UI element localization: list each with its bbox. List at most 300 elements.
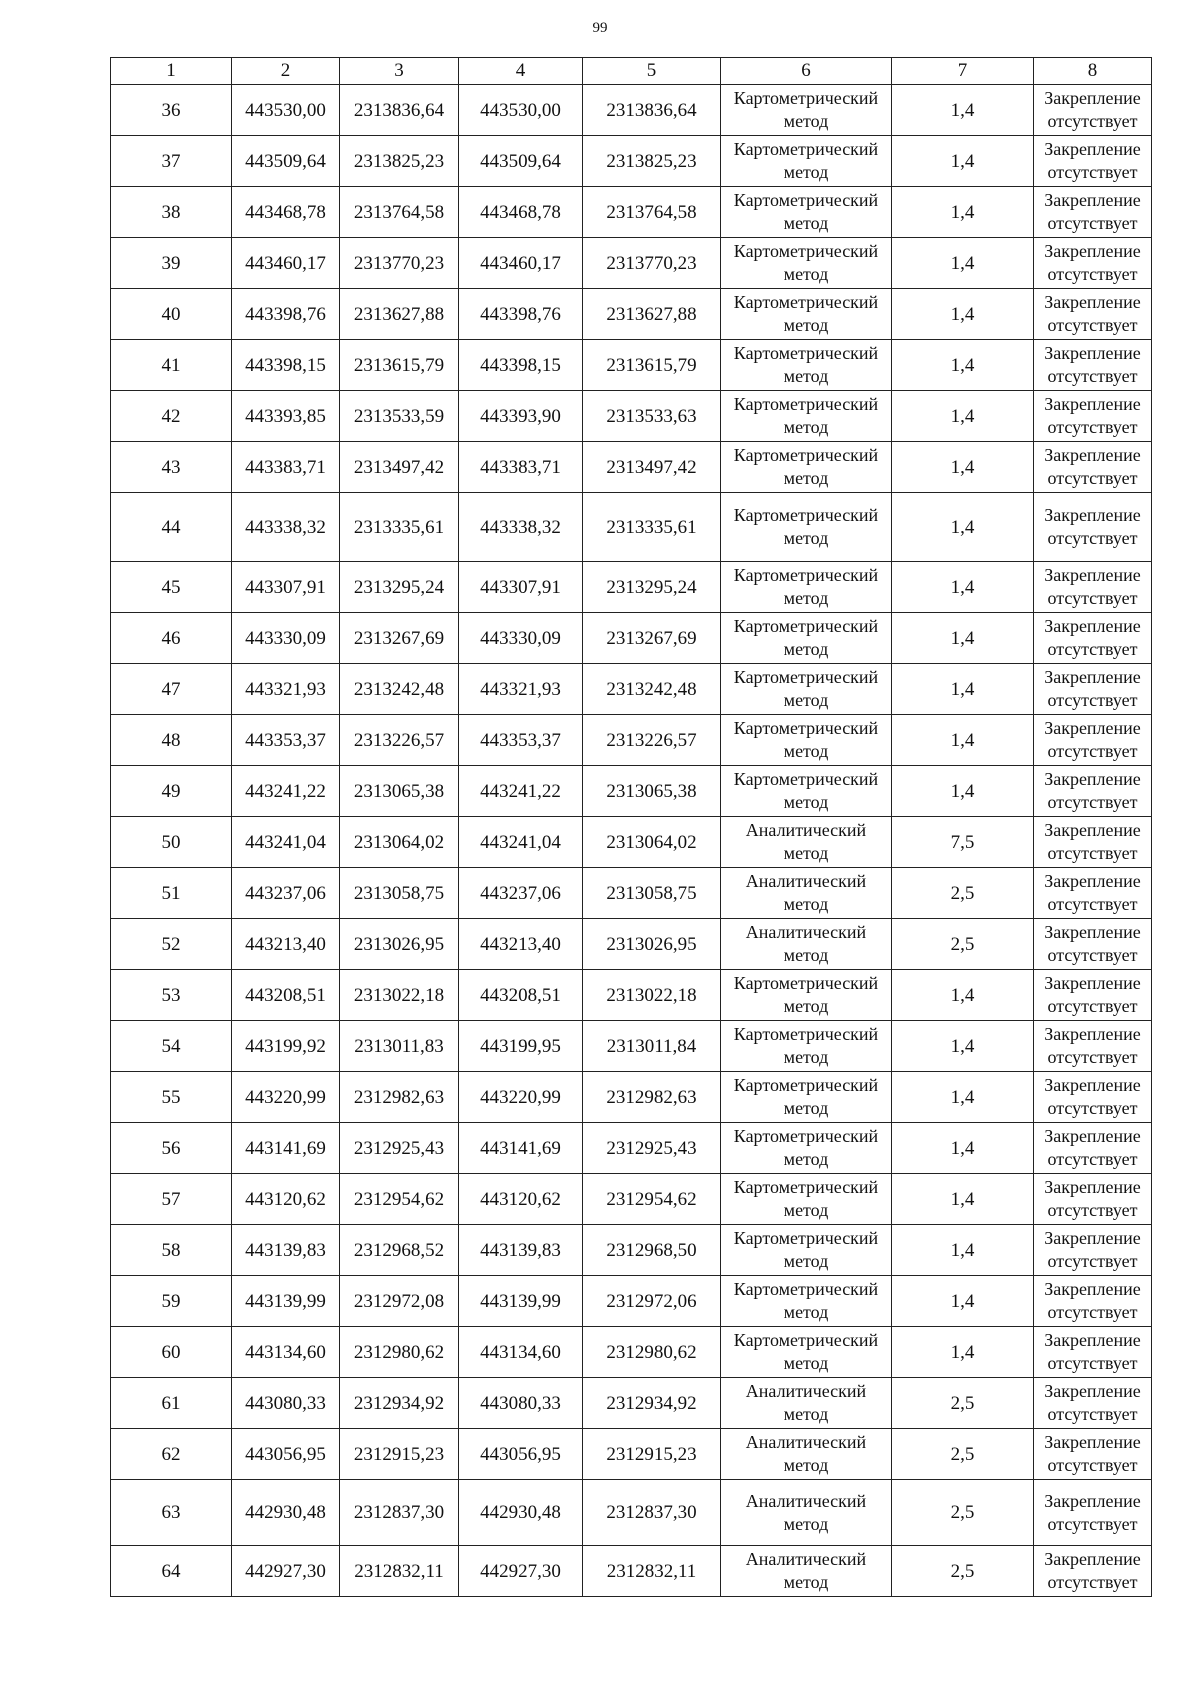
fixing-text: Закрепление (1044, 190, 1141, 210)
point-number-cell: 39 (111, 238, 232, 289)
fixing-text: Закрепление (1044, 1330, 1141, 1350)
y-new-cell: 2313065,38 (583, 766, 721, 817)
method-text: Картометрический (733, 1024, 879, 1044)
x-new-cell: 443120,62 (459, 1174, 583, 1225)
fixing-text: отсутствует (1047, 1455, 1138, 1475)
fixing-cell (1034, 340, 1152, 391)
method-text: метод (783, 264, 829, 284)
method-cell (721, 1276, 892, 1327)
fixing-cell (1034, 442, 1152, 493)
x-old-cell: 443120,62 (232, 1174, 340, 1225)
table-row (111, 238, 1152, 289)
y-new-cell: 2312925,43 (583, 1123, 721, 1174)
accuracy-cell: 2,5 (892, 868, 1034, 919)
y-old-cell: 2312837,30 (340, 1480, 459, 1546)
y-old-cell: 2313497,42 (340, 442, 459, 493)
y-new-cell: 2313764,58 (583, 187, 721, 238)
method-text: метод (783, 1455, 829, 1475)
method-text: метод (783, 741, 829, 761)
point-number-cell: 61 (111, 1378, 232, 1429)
y-old-cell: 2313065,38 (340, 766, 459, 817)
fixing-text: отсутствует (1047, 366, 1138, 386)
y-new-cell: 2313497,42 (583, 442, 721, 493)
point-number-cell: 40 (111, 289, 232, 340)
y-old-cell: 2312925,43 (340, 1123, 459, 1174)
x-old-cell: 443141,69 (232, 1123, 340, 1174)
table-row (111, 391, 1152, 442)
method-text: метод (783, 1353, 829, 1373)
point-number-cell: 46 (111, 613, 232, 664)
fixing-cell (1034, 664, 1152, 715)
accuracy-cell: 1,4 (892, 493, 1034, 562)
accuracy-cell: 1,4 (892, 970, 1034, 1021)
accuracy-cell: 2,5 (892, 1378, 1034, 1429)
method-cell (721, 919, 892, 970)
x-new-cell: 443241,04 (459, 817, 583, 868)
point-number-cell: 41 (111, 340, 232, 391)
table-row (111, 1327, 1152, 1378)
method-text: Картометрический (733, 1228, 879, 1248)
y-new-cell: 2313295,24 (583, 562, 721, 613)
x-new-cell: 443199,95 (459, 1021, 583, 1072)
y-old-cell: 2313064,02 (340, 817, 459, 868)
fixing-cell (1034, 1327, 1152, 1378)
accuracy-cell: 1,4 (892, 1021, 1034, 1072)
column-header: 3 (340, 58, 459, 85)
fixing-text: отсутствует (1047, 162, 1138, 182)
y-new-cell: 2313615,79 (583, 340, 721, 391)
table-row (111, 85, 1152, 136)
y-new-cell: 2312972,06 (583, 1276, 721, 1327)
x-old-cell: 443321,93 (232, 664, 340, 715)
accuracy-cell: 1,4 (892, 1327, 1034, 1378)
accuracy-cell: 1,4 (892, 613, 1034, 664)
accuracy-cell: 1,4 (892, 85, 1034, 136)
x-new-cell: 443213,40 (459, 919, 583, 970)
accuracy-cell: 1,4 (892, 664, 1034, 715)
method-text: метод (783, 792, 829, 812)
table-row (111, 970, 1152, 1021)
method-text: метод (783, 1572, 829, 1592)
method-text: метод (783, 528, 829, 548)
y-new-cell: 2313267,69 (583, 613, 721, 664)
point-number-cell: 51 (111, 868, 232, 919)
x-old-cell: 443307,91 (232, 562, 340, 613)
fixing-text: отсутствует (1047, 1404, 1138, 1424)
x-new-cell: 442930,48 (459, 1480, 583, 1546)
y-new-cell: 2313022,18 (583, 970, 721, 1021)
accuracy-cell: 1,4 (892, 391, 1034, 442)
fixing-cell (1034, 1378, 1152, 1429)
fixing-text: Закрепление (1044, 292, 1141, 312)
y-old-cell: 2313022,18 (340, 970, 459, 1021)
y-new-cell: 2313533,63 (583, 391, 721, 442)
fixing-text: Закрепление (1044, 1126, 1141, 1146)
y-new-cell: 2313836,64 (583, 85, 721, 136)
x-new-cell: 443353,37 (459, 715, 583, 766)
fixing-cell (1034, 868, 1152, 919)
coordinates-table (110, 57, 1152, 1597)
table-row (111, 136, 1152, 187)
y-old-cell: 2313836,64 (340, 85, 459, 136)
table-row (111, 187, 1152, 238)
y-old-cell: 2313533,59 (340, 391, 459, 442)
x-old-cell: 443393,85 (232, 391, 340, 442)
y-old-cell: 2313026,95 (340, 919, 459, 970)
x-old-cell: 443241,22 (232, 766, 340, 817)
table-body (111, 85, 1152, 1597)
accuracy-cell: 2,5 (892, 1480, 1034, 1546)
fixing-text: Закрепление (1044, 1549, 1141, 1569)
fixing-text: отсутствует (1047, 843, 1138, 863)
method-text: Картометрический (733, 190, 879, 210)
method-text: метод (783, 315, 829, 335)
x-new-cell: 443241,22 (459, 766, 583, 817)
point-number-cell: 54 (111, 1021, 232, 1072)
fixing-text: Закрепление (1044, 667, 1141, 687)
y-new-cell: 2312954,62 (583, 1174, 721, 1225)
x-old-cell: 443530,00 (232, 85, 340, 136)
x-new-cell: 443220,99 (459, 1072, 583, 1123)
x-new-cell: 443139,83 (459, 1225, 583, 1276)
x-old-cell: 443353,37 (232, 715, 340, 766)
y-old-cell: 2312968,52 (340, 1225, 459, 1276)
method-text: метод (783, 588, 829, 608)
accuracy-cell: 1,4 (892, 1072, 1034, 1123)
y-old-cell: 2313242,48 (340, 664, 459, 715)
y-old-cell: 2313335,61 (340, 493, 459, 562)
x-new-cell: 443056,95 (459, 1429, 583, 1480)
method-text: Аналитический (745, 1432, 867, 1452)
x-new-cell: 443393,90 (459, 391, 583, 442)
method-text: Аналитический (745, 922, 867, 942)
column-header: 6 (721, 58, 892, 85)
method-text: Картометрический (733, 505, 879, 525)
table-row (111, 1072, 1152, 1123)
method-text: метод (783, 417, 829, 437)
method-text: Картометрический (733, 973, 879, 993)
y-new-cell: 2313825,23 (583, 136, 721, 187)
fixing-text: Закрепление (1044, 1279, 1141, 1299)
fixing-text: отсутствует (1047, 528, 1138, 548)
table-row (111, 1276, 1152, 1327)
fixing-cell (1034, 1174, 1152, 1225)
method-cell (721, 868, 892, 919)
y-old-cell: 2312832,11 (340, 1546, 459, 1597)
point-number-cell: 45 (111, 562, 232, 613)
method-text: Картометрический (733, 139, 879, 159)
method-text: метод (783, 843, 829, 863)
method-cell (721, 1327, 892, 1378)
x-new-cell: 443307,91 (459, 562, 583, 613)
table-row (111, 868, 1152, 919)
point-number-cell: 49 (111, 766, 232, 817)
method-text: Картометрический (733, 394, 879, 414)
method-cell (721, 136, 892, 187)
y-new-cell: 2313627,88 (583, 289, 721, 340)
x-old-cell: 443241,04 (232, 817, 340, 868)
table-row (111, 1225, 1152, 1276)
accuracy-cell: 1,4 (892, 1225, 1034, 1276)
y-new-cell: 2313058,75 (583, 868, 721, 919)
fixing-text: Закрепление (1044, 1024, 1141, 1044)
method-text: Аналитический (745, 1490, 867, 1511)
method-cell (721, 1123, 892, 1174)
point-number-cell: 56 (111, 1123, 232, 1174)
point-number-cell: 64 (111, 1546, 232, 1597)
point-number-cell: 36 (111, 85, 232, 136)
fixing-text: отсутствует (1047, 111, 1138, 131)
table-row (111, 664, 1152, 715)
method-text: метод (783, 111, 829, 131)
point-number-cell: 52 (111, 919, 232, 970)
fixing-text: отсутствует (1047, 315, 1138, 335)
x-new-cell: 443468,78 (459, 187, 583, 238)
method-text: Картометрический (733, 1330, 879, 1350)
fixing-text: Закрепление (1044, 88, 1141, 108)
method-text: Аналитический (745, 1549, 867, 1569)
accuracy-cell: 1,4 (892, 187, 1034, 238)
y-new-cell: 2313242,48 (583, 664, 721, 715)
method-text: Картометрический (733, 1279, 879, 1299)
fixing-cell (1034, 136, 1152, 187)
method-text: метод (783, 996, 829, 1016)
fixing-cell (1034, 1072, 1152, 1123)
y-new-cell: 2312934,92 (583, 1378, 721, 1429)
x-new-cell: 443330,09 (459, 613, 583, 664)
fixing-text: отсутствует (1047, 1513, 1138, 1534)
y-old-cell: 2313615,79 (340, 340, 459, 391)
fixing-text: Закрепление (1044, 616, 1141, 636)
point-number-cell: 55 (111, 1072, 232, 1123)
x-new-cell: 443530,00 (459, 85, 583, 136)
accuracy-cell: 1,4 (892, 1123, 1034, 1174)
y-new-cell: 2313770,23 (583, 238, 721, 289)
table-row (111, 562, 1152, 613)
table-row (111, 1174, 1152, 1225)
table-row (111, 1123, 1152, 1174)
table-row (111, 442, 1152, 493)
x-old-cell: 443338,32 (232, 493, 340, 562)
x-new-cell: 443509,64 (459, 136, 583, 187)
method-cell (721, 187, 892, 238)
table-row (111, 289, 1152, 340)
method-cell (721, 85, 892, 136)
method-text: метод (783, 1200, 829, 1220)
header-row (111, 58, 1152, 85)
x-old-cell: 443199,92 (232, 1021, 340, 1072)
fixing-cell (1034, 493, 1152, 562)
method-text: метод (783, 1149, 829, 1169)
method-text: Аналитический (745, 1381, 867, 1401)
y-new-cell: 2312832,11 (583, 1546, 721, 1597)
fixing-text: отсутствует (1047, 1149, 1138, 1169)
method-text: метод (783, 945, 829, 965)
x-new-cell: 442927,30 (459, 1546, 583, 1597)
fixing-text: Закрепление (1044, 718, 1141, 738)
y-new-cell: 2312982,63 (583, 1072, 721, 1123)
table-row (111, 1429, 1152, 1480)
accuracy-cell: 1,4 (892, 1276, 1034, 1327)
fixing-text: Закрепление (1044, 1432, 1141, 1452)
y-new-cell: 2313026,95 (583, 919, 721, 970)
y-old-cell: 2313627,88 (340, 289, 459, 340)
fixing-text: отсутствует (1047, 741, 1138, 761)
method-text: Картометрический (733, 769, 879, 789)
fixing-text: отсутствует (1047, 945, 1138, 965)
point-number-cell: 37 (111, 136, 232, 187)
x-old-cell: 442930,48 (232, 1480, 340, 1546)
fixing-cell (1034, 85, 1152, 136)
y-old-cell: 2313770,23 (340, 238, 459, 289)
x-old-cell: 443468,78 (232, 187, 340, 238)
method-cell (721, 1174, 892, 1225)
method-text: Картометрический (733, 1126, 879, 1146)
method-text: Картометрический (733, 718, 879, 738)
method-cell (721, 1429, 892, 1480)
y-new-cell: 2312980,62 (583, 1327, 721, 1378)
y-old-cell: 2313825,23 (340, 136, 459, 187)
method-text: метод (783, 1404, 829, 1424)
method-cell (721, 1378, 892, 1429)
fixing-cell (1034, 1546, 1152, 1597)
x-old-cell: 443080,33 (232, 1378, 340, 1429)
method-text: Аналитический (745, 820, 867, 840)
method-text: метод (783, 366, 829, 386)
method-text: Картометрический (733, 445, 879, 465)
fixing-cell (1034, 1123, 1152, 1174)
y-new-cell: 2313011,84 (583, 1021, 721, 1072)
fixing-text: отсутствует (1047, 894, 1138, 914)
table-row (111, 919, 1152, 970)
x-new-cell: 443237,06 (459, 868, 583, 919)
accuracy-cell: 1,4 (892, 442, 1034, 493)
table-row (111, 1480, 1152, 1546)
fixing-text: отсутствует (1047, 1047, 1138, 1067)
fixing-text: Закрепление (1044, 505, 1141, 525)
fixing-cell (1034, 391, 1152, 442)
fixing-text: отсутствует (1047, 213, 1138, 233)
column-header: 1 (111, 58, 232, 85)
x-old-cell: 443460,17 (232, 238, 340, 289)
method-text: Картометрический (733, 1177, 879, 1197)
accuracy-cell: 2,5 (892, 1429, 1034, 1480)
accuracy-cell: 7,5 (892, 817, 1034, 868)
table-row (111, 1021, 1152, 1072)
method-text: Картометрический (733, 292, 879, 312)
x-old-cell: 443237,06 (232, 868, 340, 919)
x-old-cell: 443398,76 (232, 289, 340, 340)
fixing-text: Закрепление (1044, 343, 1141, 363)
x-new-cell: 443139,99 (459, 1276, 583, 1327)
point-number-cell: 50 (111, 817, 232, 868)
y-old-cell: 2312934,92 (340, 1378, 459, 1429)
fixing-text: Закрепление (1044, 1075, 1141, 1095)
fixing-cell (1034, 1021, 1152, 1072)
fixing-text: отсутствует (1047, 1200, 1138, 1220)
x-old-cell: 443139,83 (232, 1225, 340, 1276)
accuracy-cell: 1,4 (892, 715, 1034, 766)
x-old-cell: 443509,64 (232, 136, 340, 187)
accuracy-cell: 2,5 (892, 1546, 1034, 1597)
fixing-text: отсутствует (1047, 690, 1138, 710)
table-row (111, 817, 1152, 868)
point-number-cell: 58 (111, 1225, 232, 1276)
fixing-text: отсутствует (1047, 1251, 1138, 1271)
fixing-text: Закрепление (1044, 973, 1141, 993)
fixing-cell (1034, 1429, 1152, 1480)
point-number-cell: 53 (111, 970, 232, 1021)
point-number-cell: 44 (111, 493, 232, 562)
x-new-cell: 443134,60 (459, 1327, 583, 1378)
fixing-text: отсутствует (1047, 468, 1138, 488)
method-text: Аналитический (745, 871, 867, 891)
point-number-cell: 47 (111, 664, 232, 715)
method-cell (721, 289, 892, 340)
x-new-cell: 443398,76 (459, 289, 583, 340)
fixing-cell (1034, 613, 1152, 664)
method-text: Картометрический (733, 343, 879, 363)
method-cell (721, 1021, 892, 1072)
method-text: метод (783, 639, 829, 659)
y-old-cell: 2313011,83 (340, 1021, 459, 1072)
fixing-text: Закрепление (1044, 1490, 1141, 1511)
accuracy-cell: 1,4 (892, 289, 1034, 340)
method-cell (721, 238, 892, 289)
method-cell (721, 1072, 892, 1123)
y-old-cell: 2313295,24 (340, 562, 459, 613)
fixing-text: отсутствует (1047, 996, 1138, 1016)
fixing-cell (1034, 919, 1152, 970)
fixing-text: Закрепление (1044, 565, 1141, 585)
fixing-text: Закрепление (1044, 241, 1141, 261)
fixing-text: отсутствует (1047, 792, 1138, 812)
method-cell (721, 1225, 892, 1276)
method-text: метод (783, 690, 829, 710)
method-text: метод (783, 1251, 829, 1271)
y-old-cell: 2313764,58 (340, 187, 459, 238)
method-cell (721, 817, 892, 868)
fixing-cell (1034, 715, 1152, 766)
y-old-cell: 2312972,08 (340, 1276, 459, 1327)
fixing-text: Закрепление (1044, 820, 1141, 840)
method-cell (721, 1480, 892, 1546)
method-text: Картометрический (733, 565, 879, 585)
x-new-cell: 443338,32 (459, 493, 583, 562)
x-new-cell: 443383,71 (459, 442, 583, 493)
y-old-cell: 2312982,63 (340, 1072, 459, 1123)
y-new-cell: 2313335,61 (583, 493, 721, 562)
method-cell (721, 970, 892, 1021)
point-number-cell: 48 (111, 715, 232, 766)
fixing-text: отсутствует (1047, 639, 1138, 659)
y-old-cell: 2312954,62 (340, 1174, 459, 1225)
fixing-text: Закрепление (1044, 394, 1141, 414)
fixing-text: отсутствует (1047, 1098, 1138, 1118)
fixing-cell (1034, 766, 1152, 817)
method-cell (721, 613, 892, 664)
accuracy-cell: 2,5 (892, 919, 1034, 970)
method-text: метод (783, 468, 829, 488)
y-old-cell: 2312915,23 (340, 1429, 459, 1480)
x-new-cell: 443080,33 (459, 1378, 583, 1429)
y-new-cell: 2312915,23 (583, 1429, 721, 1480)
accuracy-cell: 1,4 (892, 562, 1034, 613)
fixing-cell (1034, 238, 1152, 289)
method-text: метод (783, 1047, 829, 1067)
fixing-cell (1034, 562, 1152, 613)
column-header: 4 (459, 58, 583, 85)
